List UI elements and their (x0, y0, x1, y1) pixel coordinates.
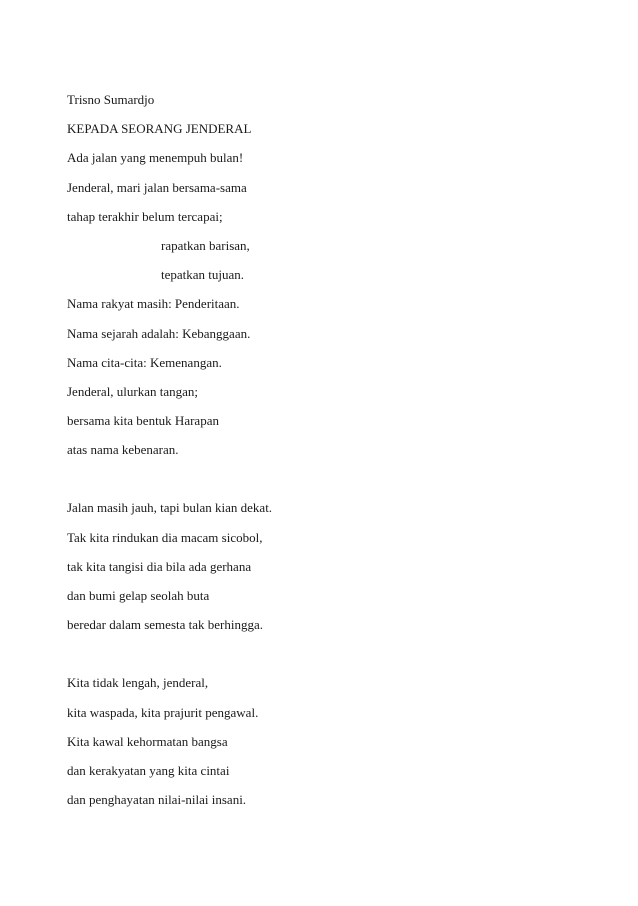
poem-line: Kita kawal kehormatan bangsa (67, 733, 228, 749)
poem-line: atas nama kebenaran. (67, 442, 179, 458)
poem-line: Nama rakyat masih: Penderitaan. (67, 296, 240, 312)
poem-line: kita waspada, kita prajurit pengawal. (67, 704, 259, 720)
stanza-gap (67, 646, 587, 675)
stanza-1 (67, 150, 587, 458)
poem-line: Ada jalan yang menempuh bulan! (67, 150, 244, 166)
stanza-3 (67, 675, 587, 808)
poem-line: Jenderal, mari jalan bersama-sama (67, 179, 247, 195)
stanza-2 (67, 500, 587, 633)
poem-line: bersama kita bentuk Harapan (67, 413, 219, 429)
poem-line: Kita tidak lengah, jenderal, (67, 675, 209, 691)
poem-author: Trisno Sumardjo (67, 92, 155, 107)
poem-line: rapatkan barisan, (161, 237, 250, 253)
poem-line: dan penghayatan nilai-nilai insani. (67, 792, 247, 808)
poem-line: tak kita tangisi dia bila ada gerhana (67, 558, 252, 574)
poem-line: beredar dalam semesta tak berhingga. (67, 617, 263, 633)
poem-line: Jalan masih jauh, tapi bulan kian dekat. (67, 500, 273, 516)
poem-line: Nama sejarah adalah: Kebanggaan. (67, 325, 251, 341)
poem-line: Jenderal, ulurkan tangan; (67, 383, 199, 399)
poem-title: KEPADA SEORANG JENDERAL (67, 121, 252, 137)
poem-line: Nama cita-cita: Kemenangan. (67, 354, 222, 370)
stanza-gap (67, 471, 587, 500)
poem-line: dan bumi gelap seolah buta (67, 588, 210, 603)
poem (67, 92, 587, 821)
poem-line: tahap terakhir belum tercapai; (67, 208, 223, 224)
poem-line: Tak kita rindukan dia macam sicobol, (67, 529, 263, 545)
poem-line: tepatkan tujuan. (161, 267, 245, 283)
poem-line: dan kerakyatan yang kita cintai (67, 762, 230, 778)
